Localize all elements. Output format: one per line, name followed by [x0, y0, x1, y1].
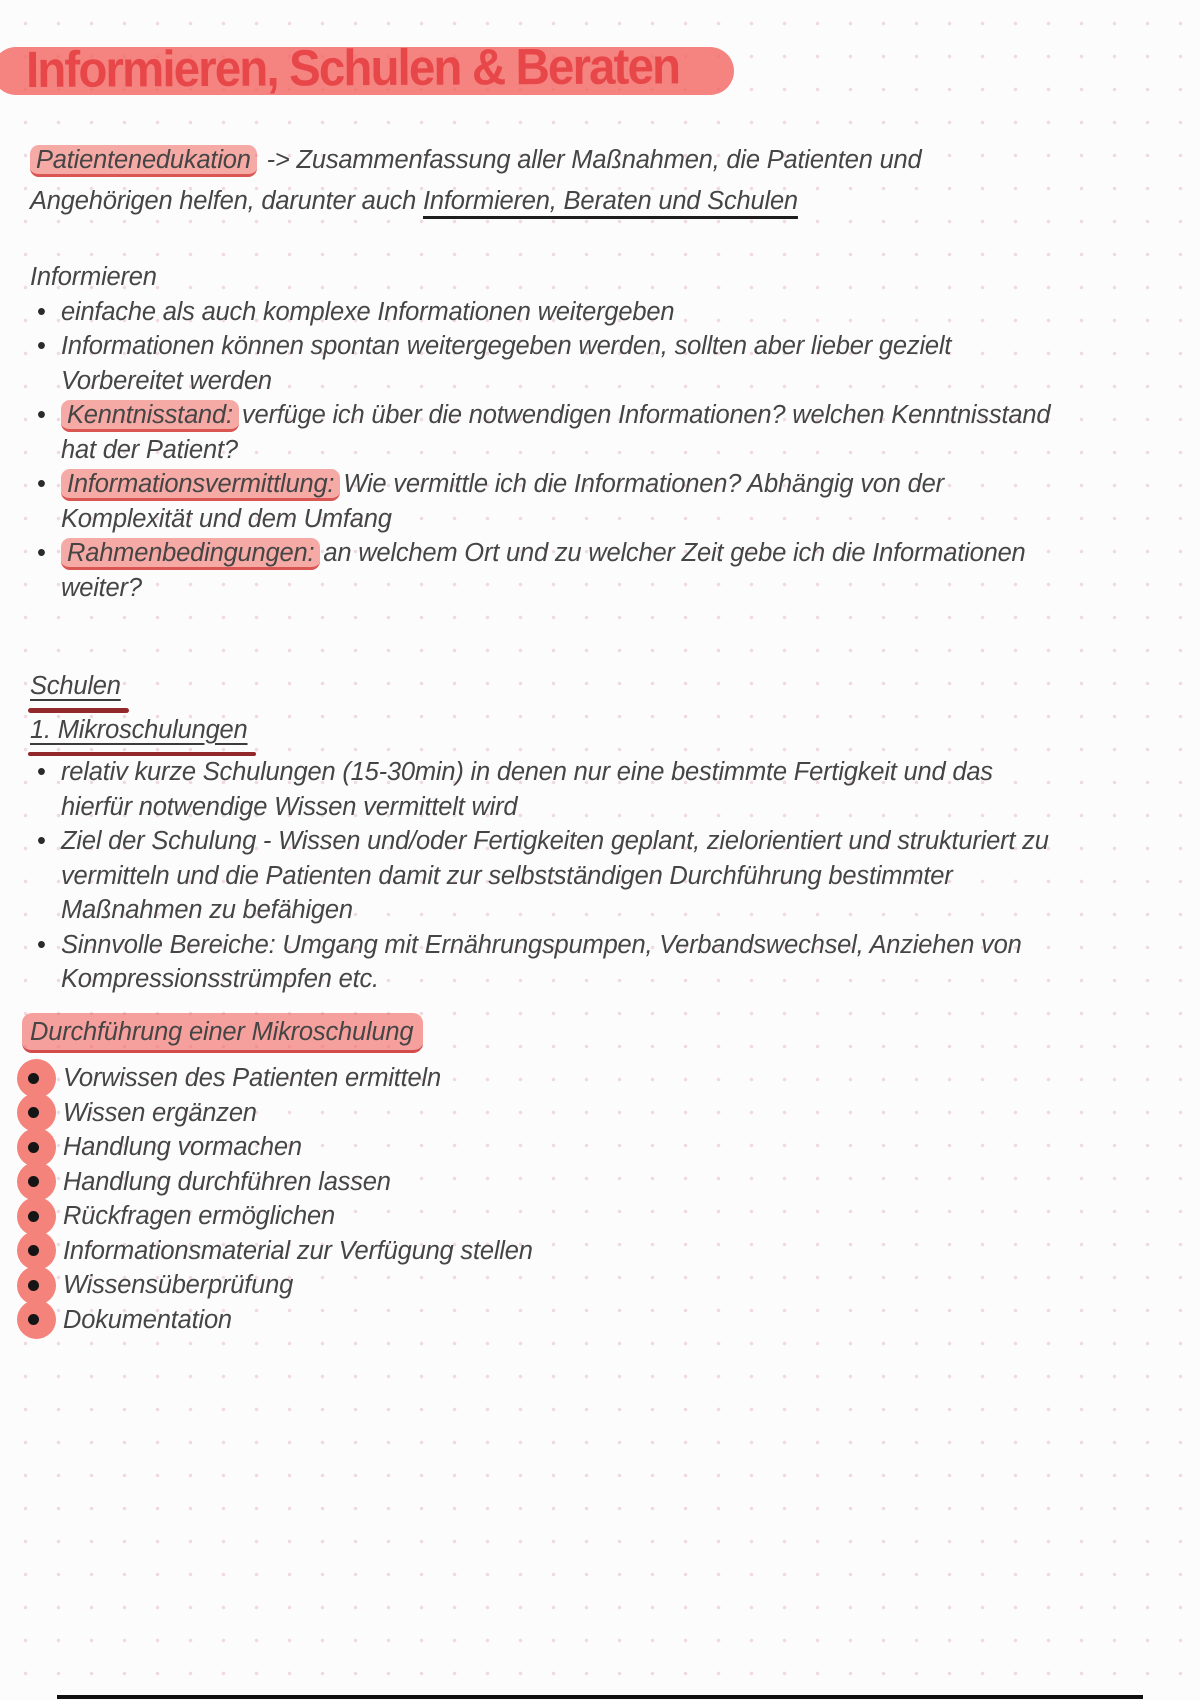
- step-bullet-circle: [17, 1231, 56, 1270]
- bullet-dot: [28, 1176, 39, 1187]
- red-underlined-subheader: 1. Mikroschulungen: [30, 713, 248, 748]
- bullet-list-schulen: [30, 755, 1068, 997]
- list-item: [30, 398, 1068, 467]
- step-text: Handlung durchführen lassen: [63, 1167, 391, 1196]
- step-item: [30, 1303, 1070, 1338]
- highlighted-term: Kenntnisstand:: [61, 400, 239, 432]
- bullet-dot: [28, 1245, 39, 1256]
- bullet-text: verfüge ich über die notwendigen Informationen? welchen Kenntnisstand hat der Patient?: [61, 401, 1051, 464]
- list-item: [30, 295, 1068, 330]
- bullet-text: an welchem Ort und zu welcher Zeit gebe ich die Informationen weiter?: [61, 539, 1026, 602]
- step-bullet-circle: [17, 1162, 56, 1201]
- bullet-text: Wie vermittle ich die Informationen? Abhängig von der Komplexität und dem Umfang: [61, 470, 944, 533]
- bullet-dot: [28, 1314, 39, 1325]
- step-list: [30, 1061, 1070, 1337]
- list-item: [30, 329, 1068, 398]
- step-text: Informationsmaterial zur Verfügung stellen: [63, 1236, 533, 1265]
- bullet-text: Ziel der Schulung - Wissen und/oder Fertigkeiten geplant, zielorientiert und strukturiert zu vermitteln und die Patienten damit zur selbstständigen Durchführung bestimmter Maßnahmen zu befähigen: [61, 827, 1049, 924]
- bullet-text: relativ kurze Schulungen (15-30min) in denen nur eine bestimmte Fertigkeit und das hierfür notwendige Wissen vermittelt wird: [61, 758, 993, 821]
- bullet-dot: [28, 1073, 39, 1084]
- highlighted-term: Rahmenbedingungen:: [61, 538, 320, 570]
- bullet-dot: [28, 1107, 39, 1118]
- section-header-durchfuehrung: Durchführung einer Mikroschulung: [22, 1013, 423, 1054]
- step-text: Vorwissen des Patienten ermitteln: [63, 1064, 441, 1092]
- step-item: [30, 1234, 1070, 1269]
- page-content: [0, 140, 1070, 1337]
- step-item: [30, 1130, 1070, 1165]
- section-informieren: [30, 260, 1070, 605]
- step-text: Wissensüberprüfung: [63, 1271, 294, 1299]
- step-text: Dokumentation: [63, 1305, 232, 1334]
- highlighted-term: Patientenedukation: [30, 145, 257, 177]
- bullet-dot: [28, 1280, 39, 1291]
- section-schulen: [30, 669, 1070, 997]
- step-bullet-circle: [17, 1093, 56, 1132]
- bullet-text: Sinnvolle Bereiche: Umgang mit Ernährungspumpen, Verbandswechsel, Anziehen von Kompressionsstrümpfen etc.: [61, 930, 1022, 993]
- list-item: [30, 928, 1068, 997]
- list-item: [30, 467, 1068, 536]
- underlined-phrase: Informieren, Beraten und Schulen: [423, 187, 798, 215]
- bullet-dot: [28, 1142, 39, 1153]
- step-bullet-circle: [17, 1197, 56, 1236]
- title-block: [0, 0, 1200, 132]
- page-title: Informieren, Schulen & Beraten: [25, 37, 680, 98]
- bullet-text: einfache als auch komplexe Informationen weitergeben: [61, 297, 675, 326]
- section-header-informieren: Informieren: [30, 263, 157, 291]
- bullet-list-informieren: [30, 295, 1068, 606]
- subheader-row: [30, 713, 1070, 748]
- step-text: Wissen ergänzen: [63, 1098, 257, 1127]
- highlighted-term: Informationsvermittlung:: [61, 469, 340, 501]
- step-item: [30, 1061, 1070, 1096]
- list-item: [30, 755, 1068, 824]
- list-item: [30, 536, 1068, 605]
- step-text: Rückfragen ermöglichen: [63, 1202, 335, 1230]
- red-underlined-header: Schulen: [30, 669, 121, 704]
- intro-paragraph: [30, 140, 1042, 222]
- list-item: [30, 824, 1068, 928]
- divider-line: [57, 1695, 1143, 1699]
- step-item: [30, 1268, 1070, 1303]
- step-bullet-circle: [17, 1128, 56, 1167]
- step-bullet-circle: [17, 1266, 56, 1305]
- section-durchfuehrung: [30, 1013, 1070, 1338]
- bullet-dot: [28, 1211, 39, 1222]
- step-text: Handlung vormachen: [63, 1133, 302, 1161]
- intro-text: -> Zusammenfassung aller Maßnahmen, die Patienten und Angehörigen helfen, darunter auch: [30, 146, 922, 215]
- step-item: [30, 1165, 1070, 1200]
- step-bullet-circle: [17, 1059, 56, 1098]
- section-header-schulen: [30, 669, 1070, 704]
- step-item: [30, 1199, 1070, 1234]
- step-bullet-circle: [17, 1300, 56, 1339]
- bullet-text: Informationen können spontan weitergegeben werden, sollten aber lieber gezielt Vorbereitet werden: [61, 332, 952, 395]
- step-item: [30, 1096, 1070, 1131]
